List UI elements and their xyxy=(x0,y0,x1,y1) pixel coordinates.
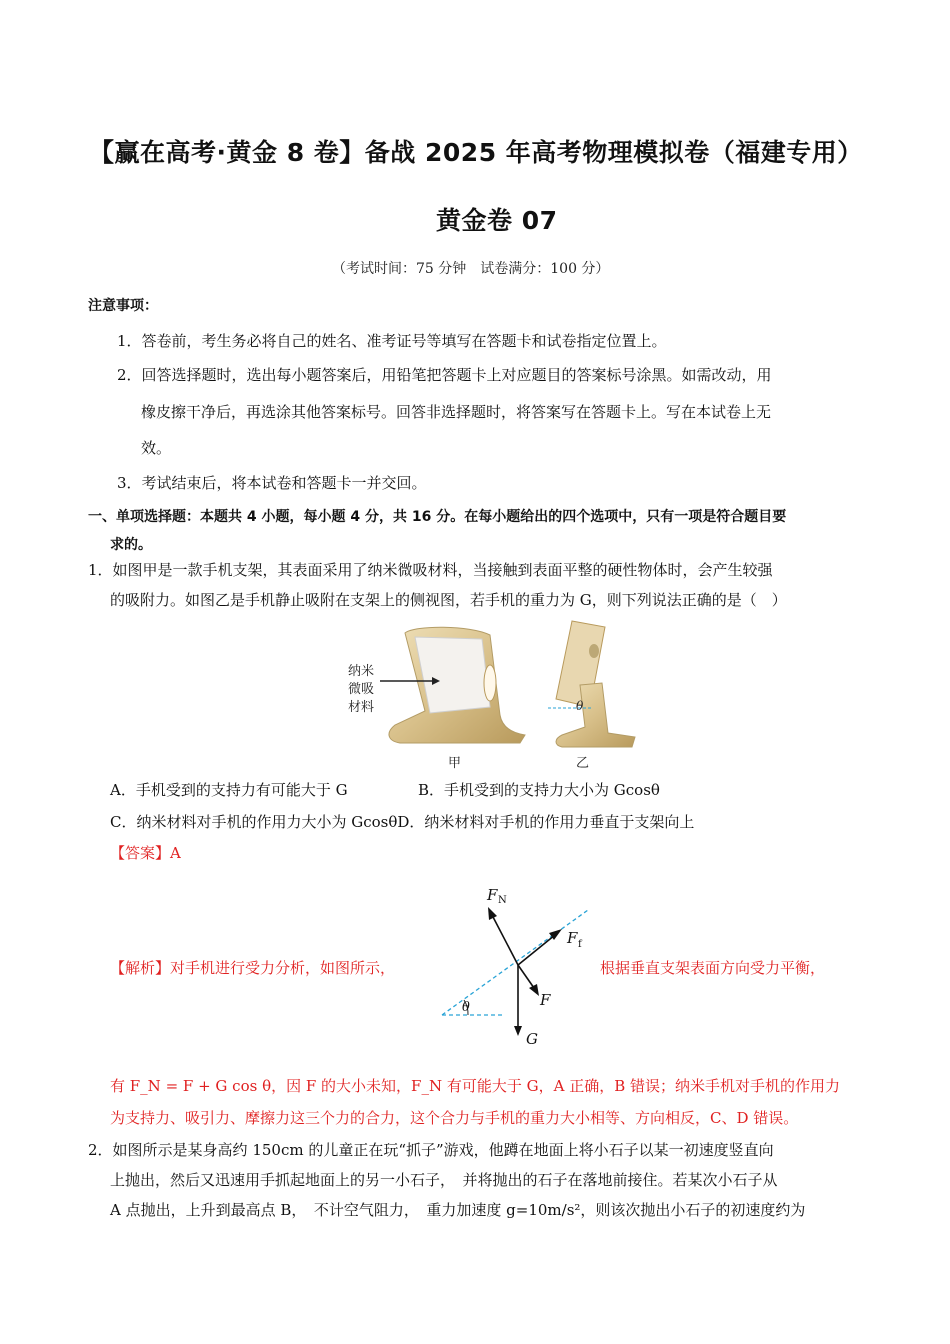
notice-item-1: 1．答卷前，考生务必将自己的姓名、准考证号等填写在答题卡和试卷指定位置上。 xyxy=(117,332,667,350)
paper-subtitle: 黄金卷 07 xyxy=(436,206,558,235)
ff-arrow xyxy=(518,935,555,965)
fn-label: F xyxy=(487,886,498,904)
f-label: F xyxy=(540,991,551,1009)
theta-label: θ xyxy=(462,1000,470,1015)
section-heading: 一、单项选择题：本题共 4 小题，每小题 4 分，共 16 分。在每小题给出的四个选项中，只有一项是符合题目要 xyxy=(88,509,787,525)
g-label: G xyxy=(526,1030,538,1048)
q1-answer: 【答案】A xyxy=(110,844,181,862)
notice-item-3: 3．考试结束后，将本试卷和答题卡一并交回。 xyxy=(117,474,427,492)
q2-stem-line1: 2．如图所示是某身高约 150cm 的儿童正在玩“抓子”游戏，他蹲在地面上将小石子以某一初速度竖直向 xyxy=(88,1141,774,1159)
q1-analysis-line2: 有 F_N = F + G cos θ，因 F 的大小未知，F_N 有可能大于 G，A 正确，B 错误；纳米手机对手机的作用力 xyxy=(110,1077,840,1095)
label-line-3: 材料 xyxy=(348,700,375,715)
fn-arrow xyxy=(492,915,518,965)
section-heading-cont: 求的。 xyxy=(110,537,152,553)
exam-info: （考试时间：75 分钟 试卷满分：100 分） xyxy=(332,261,610,277)
q1-option-b: B．手机受到的支持力大小为 Gcosθ xyxy=(418,781,660,799)
notice-item-2-cont: 橡皮擦干净后，再选涂其他答案标号。回答非选择题时，将答案写在答题卡上。写在本试卷上无 xyxy=(141,403,772,421)
label-line-1: 纳米 xyxy=(348,664,375,679)
label-line-2: 微吸 xyxy=(348,682,375,697)
q2-stem-line2: 上抛出，然后又迅速用手抓起地面上的另一小石子， 并将抛出的石子在落地前接住。若某次小石子从 xyxy=(110,1171,778,1189)
q1-option-a: A．手机受到的支持力有可能大于 G xyxy=(110,781,348,799)
phone-stand-figure xyxy=(340,615,650,775)
theta-label-photo: θ xyxy=(576,699,584,713)
notice-item-2: 2．回答选择题时，选出每小题答案后，用铅笔把答题卡上对应题目的答案标号涂黑。如需改动，用 xyxy=(117,366,772,384)
stand-yi-image xyxy=(548,621,635,747)
f-arrow xyxy=(518,965,534,988)
q2-stem-line3: A 点抛出，上升到最高点 B， 不计空气阻力， 重力加速度 g=10m/s²，则该次抛出小石子的初速度约为 xyxy=(110,1201,806,1219)
q1-stem-line1: 1．如图甲是一款手机支架，其表面采用了纳米微吸材料，当接触到表面平整的硬性物体时，会产生较强 xyxy=(88,561,773,579)
ff-label: F xyxy=(567,929,578,947)
notice-heading: 注意事项： xyxy=(88,298,158,314)
ff-subscript: f xyxy=(578,939,582,950)
notice-item-2-end: 效。 xyxy=(141,439,172,457)
caption-yi: 乙 xyxy=(576,756,590,771)
q1-stem-line2: 的吸附力。如图乙是手机静止吸附在支架上的侧视图，若手机的重力为 G，则下列说法正确的是（ ） xyxy=(110,591,787,609)
page-title: 【赢在高考·黄金 8 卷】备战 2025 年高考物理模拟卷（福建专用） xyxy=(89,138,863,167)
q1-analysis-line3: 为支持力、吸引力、摩擦力这三个力的合力，这个合力与手机的重力大小相等、方向相反，C、D 错误。 xyxy=(110,1109,799,1127)
stand-jia-image xyxy=(380,627,525,743)
caption-jia: 甲 xyxy=(448,756,462,771)
force-diagram xyxy=(430,880,600,1050)
q1-analysis-right: 根据垂直支架表面方向受力平衡， xyxy=(600,959,826,977)
fn-subscript: N xyxy=(498,895,507,906)
q1-analysis-left: 【解析】对手机进行受力分析，如图所示， xyxy=(110,959,396,977)
q1-option-c-d: C．纳米材料对手机的作用力大小为 GcosθD．纳米材料对手机的作用力垂直于支架向上 xyxy=(110,813,695,831)
